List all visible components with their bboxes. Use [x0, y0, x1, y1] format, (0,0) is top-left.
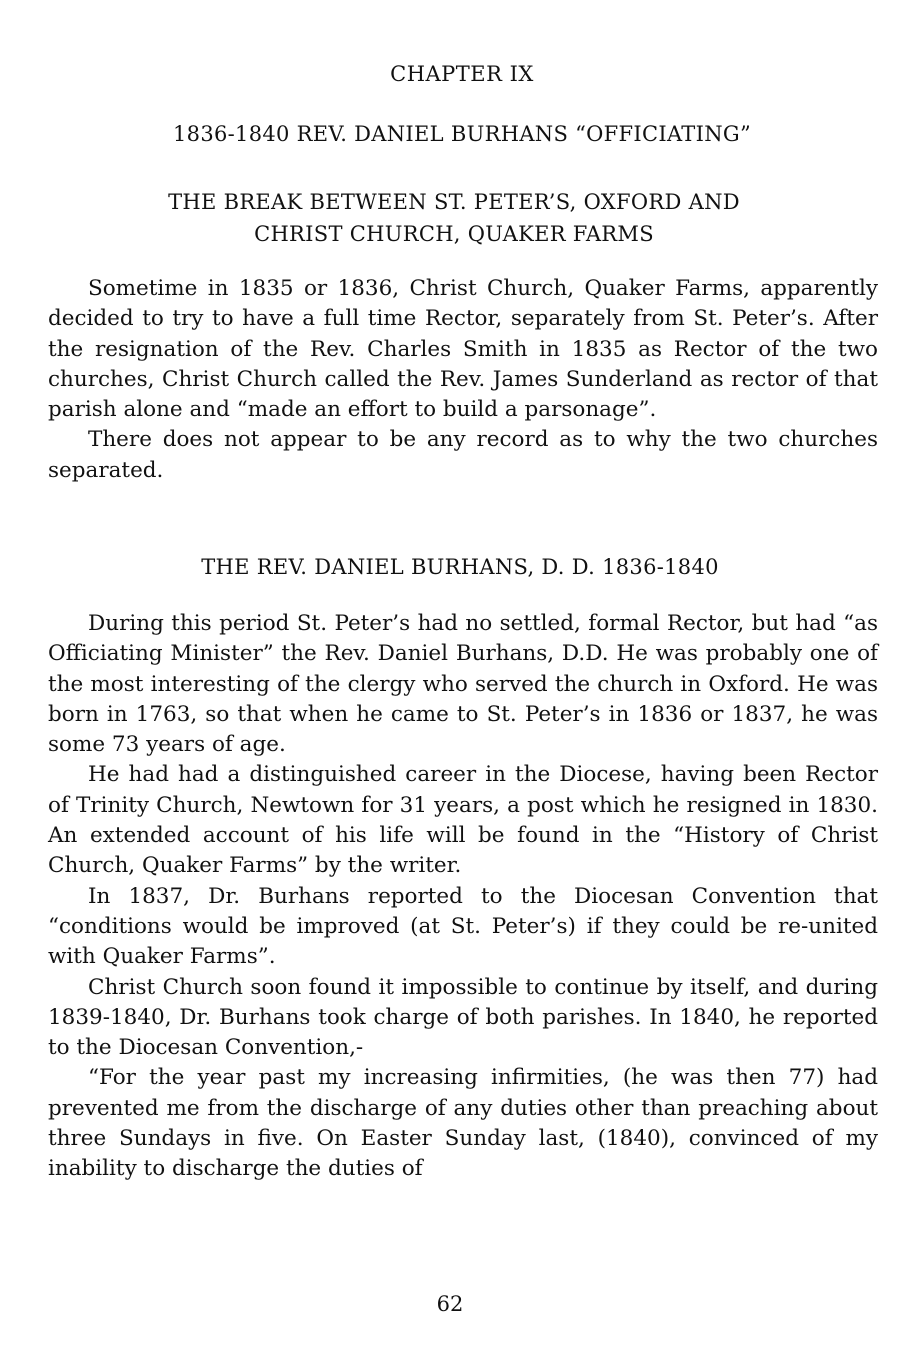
- chapter-subtitle: 1836-1840 REV. DANIEL BURHANS “OFFICIATING”: [173, 122, 751, 146]
- section-body-break: [48, 274, 878, 486]
- paragraph: There does not appear to be any record as to why the two churches separated.: [48, 427, 878, 483]
- paragraph: During this period St. Peter’s had no settled, formal Rector, but had “as Officiating Minister” the Rev. Daniel Burhans, D.D. He was probably one of the most interesting of the clergy who served the church in Oxford. He was born in 1763, so that when he came to St. Peter’s in 1836 or 1837, he was some 73 years of age.: [48, 611, 878, 758]
- paragraph: In 1837, Dr. Burhans reported to the Diocesan Convention that “conditions would be improved (at St. Peter’s) if they could be re-united with Quaker Farms”.: [48, 883, 878, 970]
- paragraph: He had had a distinguished career in the Diocese, having been Rector of Trinity Church, Newtown for 31 years, a post which he resigned in 1830. An extended account of his life will be found in the “History of Christ Church, Quaker Farms” by the writer.: [48, 762, 878, 879]
- section-heading-line: THE BREAK BETWEEN ST. PETER’S, OXFORD AND: [168, 190, 740, 214]
- section-heading-line: CHRIST CHURCH, QUAKER FARMS: [254, 222, 654, 246]
- paragraph: Sometime in 1835 or 1836, Christ Church, Quaker Farms, apparently decided to try to have a full time Rector, separately from St. Peter’s. After the resignation of the Rev. Charles Smith in 1835 as Rector of the two churches, Christ Church called the Rev. James Sunderland as rector of that parish alone and “made an effort to build a parsonage”.: [48, 276, 878, 423]
- page-number: 62: [436, 1292, 464, 1316]
- section-heading-burhans: THE REV. DANIEL BURHANS, D. D. 1836-1840: [201, 555, 719, 579]
- paragraph: “For the year past my increasing infirmities, (he was then 77) had prevented me from the discharge of any duties other than preaching about three Sundays in five. On Easter Sunday last, (1840), convinced of my inability to discharge the duties of: [48, 1065, 878, 1182]
- chapter-title: CHAPTER IX: [390, 62, 534, 86]
- section-heading-break: [0, 186, 900, 250]
- section-body-burhans: [48, 609, 878, 1185]
- paragraph: Christ Church soon found it impossible to continue by itself, and during 1839-1840, Dr. Burhans took charge of both parishes. In 1840, he reported to the Diocesan Convention,-: [48, 974, 878, 1061]
